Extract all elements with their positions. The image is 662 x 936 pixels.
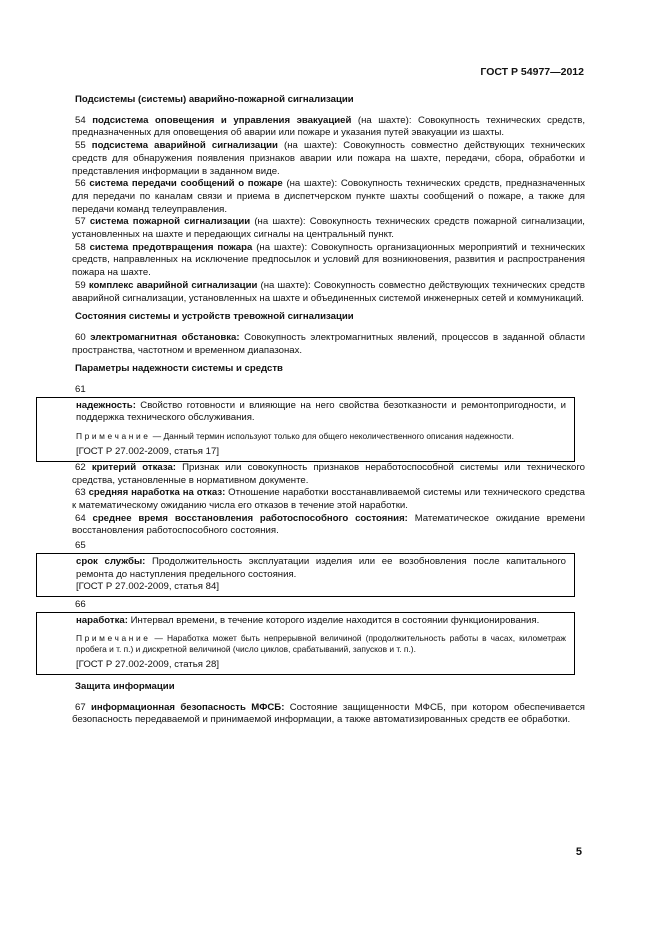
- boxed-entry-66: [36, 612, 575, 675]
- entry-61-reference: [ГОСТ Р 27.002-2009, статья 17]: [76, 446, 219, 458]
- page-number: 5: [575, 846, 582, 858]
- entry-61-note: Примечание — Данный термин используют только для общего неколичественного описания надежности.: [76, 431, 514, 442]
- entry-66-reference: [ГОСТ Р 27.002-2009, статья 28]: [76, 659, 219, 671]
- entry-number: 66: [75, 598, 86, 610]
- entry-63: 63 средняя наработка на отказ: Отношение наработки восстанавливаемой системы или технического средства к математическому ожиданию числа его отказов в течение этой наработки.: [72, 487, 585, 511]
- entry-55: 55 подсистема аварийной сигнализации (на шахте): Совокупность совместно действующих технических средств для обнаружения появления признаков аварии или пожара на шахте, передачи, сбора, обработки и представления информации в заданном виде.: [72, 140, 586, 177]
- entry-number: 65: [75, 540, 86, 552]
- entry-65-reference: [ГОСТ Р 27.002-2009, статья 84]: [76, 581, 219, 593]
- section-heading: Подсистемы (системы) аварийно-пожарной сигнализации: [75, 94, 354, 105]
- entry-58: 58 система предотвращения пожара (на шахте): Совокупность организационных мероприятий и технических средств, направленных на исключение предпосылок и условий для возникновения, развития и распространения пожара на шахте.: [72, 241, 585, 279]
- entry-59: 59 комплекс аварийной сигнализации (на шахте): Совокупность совместно действующих технических средств аварийной сигнализации, установленных на шахте и объединенных системой инженерных сетей и коммуникаций.: [72, 279, 585, 304]
- entry-number: 61: [75, 384, 86, 396]
- entry-64: 64 среднее время восстановления работоспособного состояния: Математическое ожидание времени восстановления работоспособного состояния.: [72, 512, 586, 537]
- document-body: [72, 88, 585, 727]
- entry-61-definition: надежность: Свойство готовности и влияющие на него свойства безотказности и ремонтопригодности, и поддержка технического обслуживания.: [76, 399, 566, 424]
- entry-67: 67 информационная безопасность МФСБ: Состояние защищенности МФСБ, при котором обеспечивается безопасность передаваемой и принимаемой информации, а также автоматизированных средств ее обработки.: [72, 701, 585, 726]
- section-heading: Защита информации: [75, 681, 175, 693]
- entry-66-note: Примечание — Наработка может быть непрерывной величиной (продолжительность работы в часах, километраж пробега и т. п.) и дискретной величиной (число циклов, срабатываний, запусков и т. п.).: [76, 633, 566, 655]
- entry-66-definition: наработка: Интервал времени, в течение которого изделие находится в состоянии функционирования.: [76, 614, 540, 626]
- entry-57: 57 система пожарной сигнализации (на шахте): Совокупность технических средств пожарной сигнализации, установленных на шахте и передающих сигналы на центральный пункт.: [72, 216, 585, 241]
- entry-62: 62 критерий отказа: Признак или совокупность признаков неработоспособной системы или технического средства, установленные в нормативном документе.: [72, 461, 585, 486]
- document-header: ГОСТ Р 54977—2012: [480, 66, 584, 78]
- boxed-entry-61: [36, 397, 575, 462]
- entry-54: 54 подсистема оповещения и управления эвакуацией (на шахте): Совокупность технических средств, предназначенных для оповещения об аварии или пожаре и указания путей эвакуации из шахты.: [72, 114, 585, 139]
- section-heading: Состояния системы и устройств тревожной сигнализации: [75, 311, 354, 323]
- entry-65-definition: срок службы: Продолжительность эксплуатации изделия или ее возобновления после капитального ремонта до наступления предельного состояния.: [76, 555, 567, 580]
- section-heading: Параметры надежности системы и средств: [75, 363, 283, 375]
- entry-56: 56 система передачи сообщений о пожаре (на шахте): Совокупность технических средств, предназначенных для передачи по каналам связи и приема в диспетчерском пункте шахты сообщений о пожаре, а также для передачи команд телеуправления.: [72, 178, 586, 215]
- boxed-entry-65: [36, 553, 575, 597]
- entry-60: 60 электромагнитная обстановка: Совокупность электромагнитных явлений, процессов в заданной области пространства, частотном и временном диапазонах.: [72, 331, 585, 356]
